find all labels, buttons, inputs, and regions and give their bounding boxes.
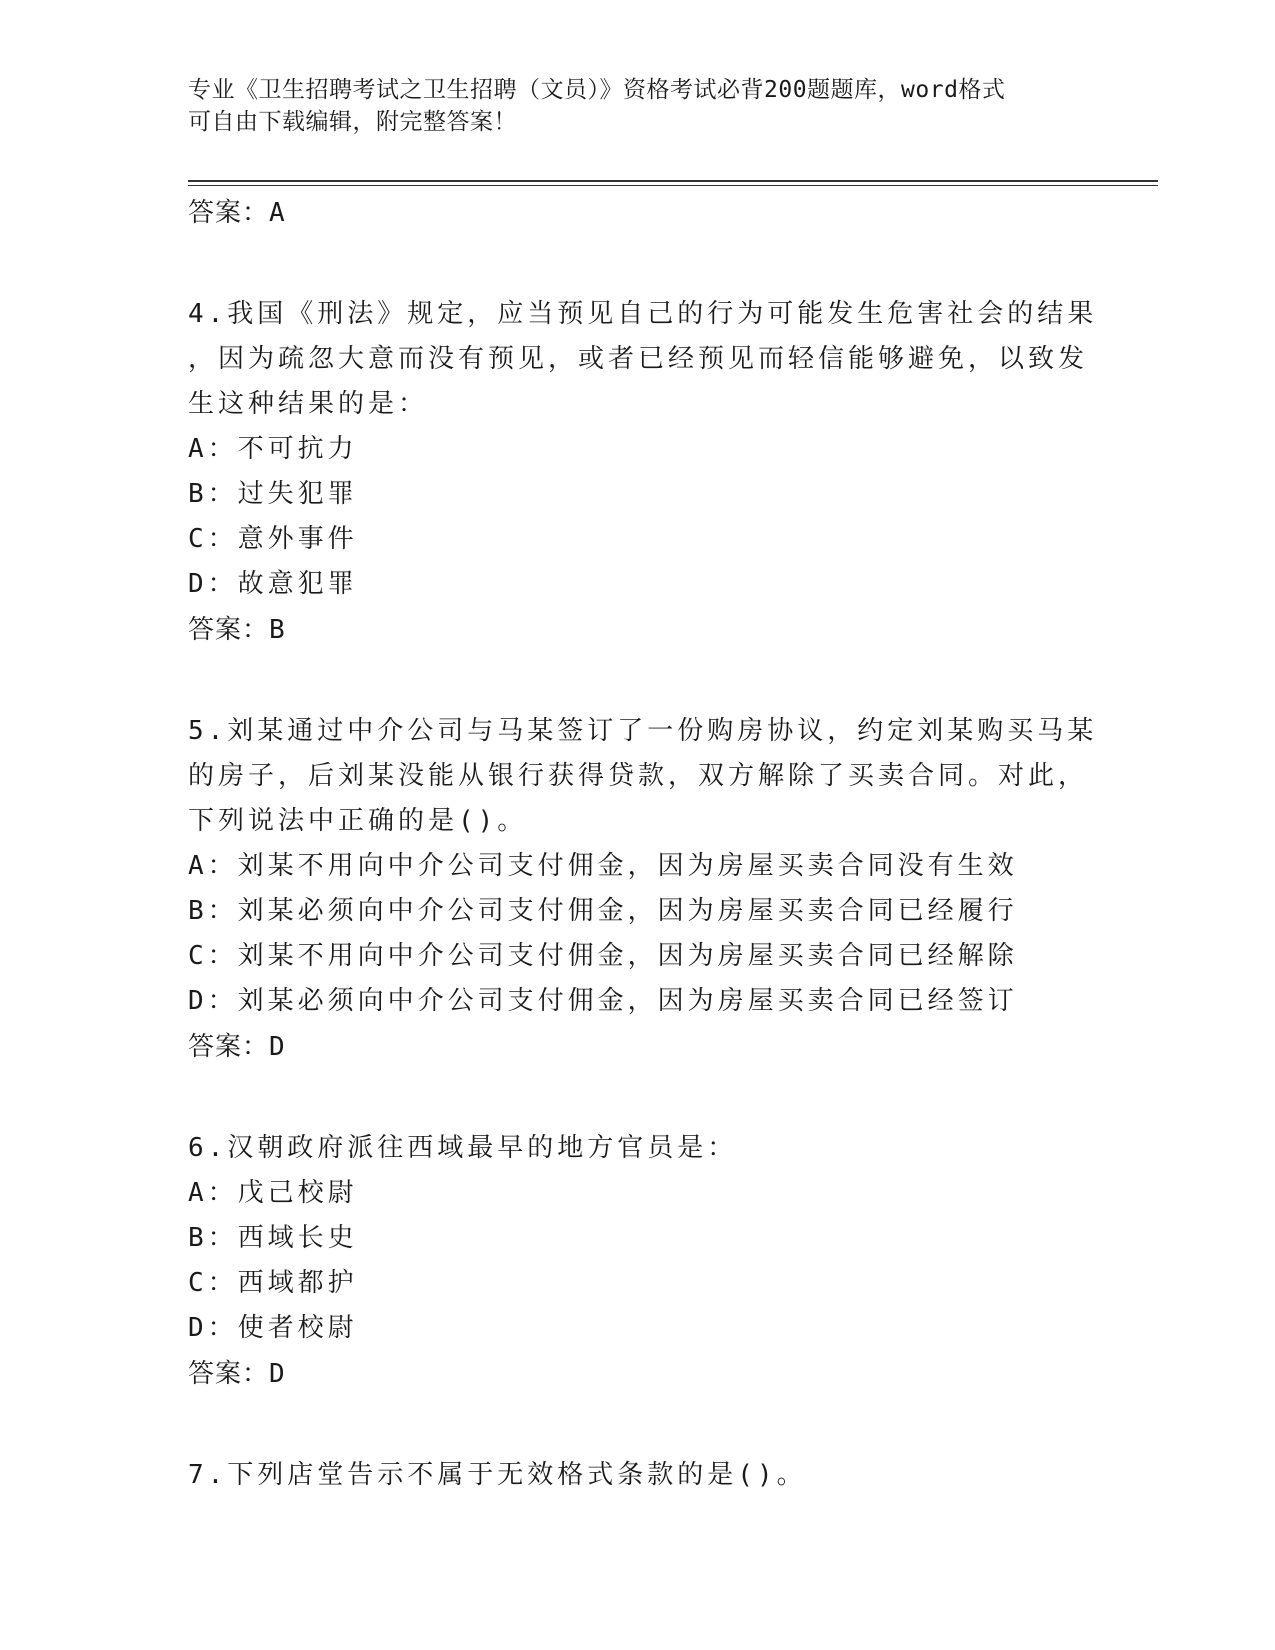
question-text-line: 生这种结果的是： (188, 389, 429, 419)
option-d: D：使者校尉 (188, 1313, 358, 1343)
question-text-line: 下列说法中正确的是()。 (188, 806, 528, 836)
option-a: A：戊己校尉 (188, 1178, 358, 1208)
question-5 (188, 709, 1098, 844)
answer-line: 答案：B (188, 615, 286, 645)
spacer (188, 236, 1088, 292)
header-line-1: 专业《卫生招聘考试之卫生招聘（文员）》资格考试必背200题题库，word格式 (188, 77, 1006, 103)
option-c: C：意外事件 (188, 524, 358, 554)
option-a: A：刘某不用向中介公司支付佣金，因为房屋买卖合同没有生效 (188, 851, 1018, 881)
document-body (188, 190, 1098, 1498)
header-line-2: 可自由下载编辑，附完整答案！ (188, 109, 517, 135)
answer-line: 答案：D (188, 1032, 286, 1062)
answer-line: 答案：A (188, 198, 286, 228)
answer-line: 答案：D (188, 1359, 286, 1389)
option-d: D：刘某必须向中介公司支付佣金，因为房屋买卖合同已经签订 (188, 986, 1018, 1016)
question-4 (188, 292, 1098, 427)
question-text-line: 4.我国《刑法》规定，应当预见自己的行为可能发生危害社会的结果 (188, 299, 1098, 329)
option-c: C：西域都护 (188, 1268, 358, 1298)
header-rule-thin (188, 185, 1158, 186)
option-b: B：刘某必须向中介公司支付佣金，因为房屋买卖合同已经履行 (188, 896, 1018, 926)
question-7 (188, 1453, 1088, 1498)
question-6 (188, 1126, 1088, 1171)
option-b: B：西域长史 (188, 1223, 358, 1253)
spacer (188, 1397, 1088, 1453)
document-header (188, 74, 1068, 138)
spacer (188, 653, 1088, 709)
question-text-line: 5.刘某通过中介公司与马某签订了一份购房协议，约定刘某购买马某 (188, 716, 1098, 746)
option-d: D：故意犯罪 (188, 569, 358, 599)
header-rule-thick (188, 180, 1158, 182)
option-c: C：刘某不用向中介公司支付佣金，因为房屋买卖合同已经解除 (188, 941, 1018, 971)
question-text-line: 的房子，后刘某没能从银行获得贷款，双方解除了买卖合同。对此， (188, 761, 1089, 791)
spacer (188, 1070, 1088, 1126)
option-b: B：过失犯罪 (188, 479, 358, 509)
question-text-line: 7.下列店堂告示不属于无效格式条款的是()。 (188, 1460, 807, 1490)
question-text-line: 6.汉朝政府派往西域最早的地方官员是： (188, 1133, 738, 1163)
option-a: A：不可抗力 (188, 434, 358, 464)
question-text-line: ，因为疏忽大意而没有预见，或者已经预见而轻信能够避免，以致发 (188, 344, 1089, 374)
